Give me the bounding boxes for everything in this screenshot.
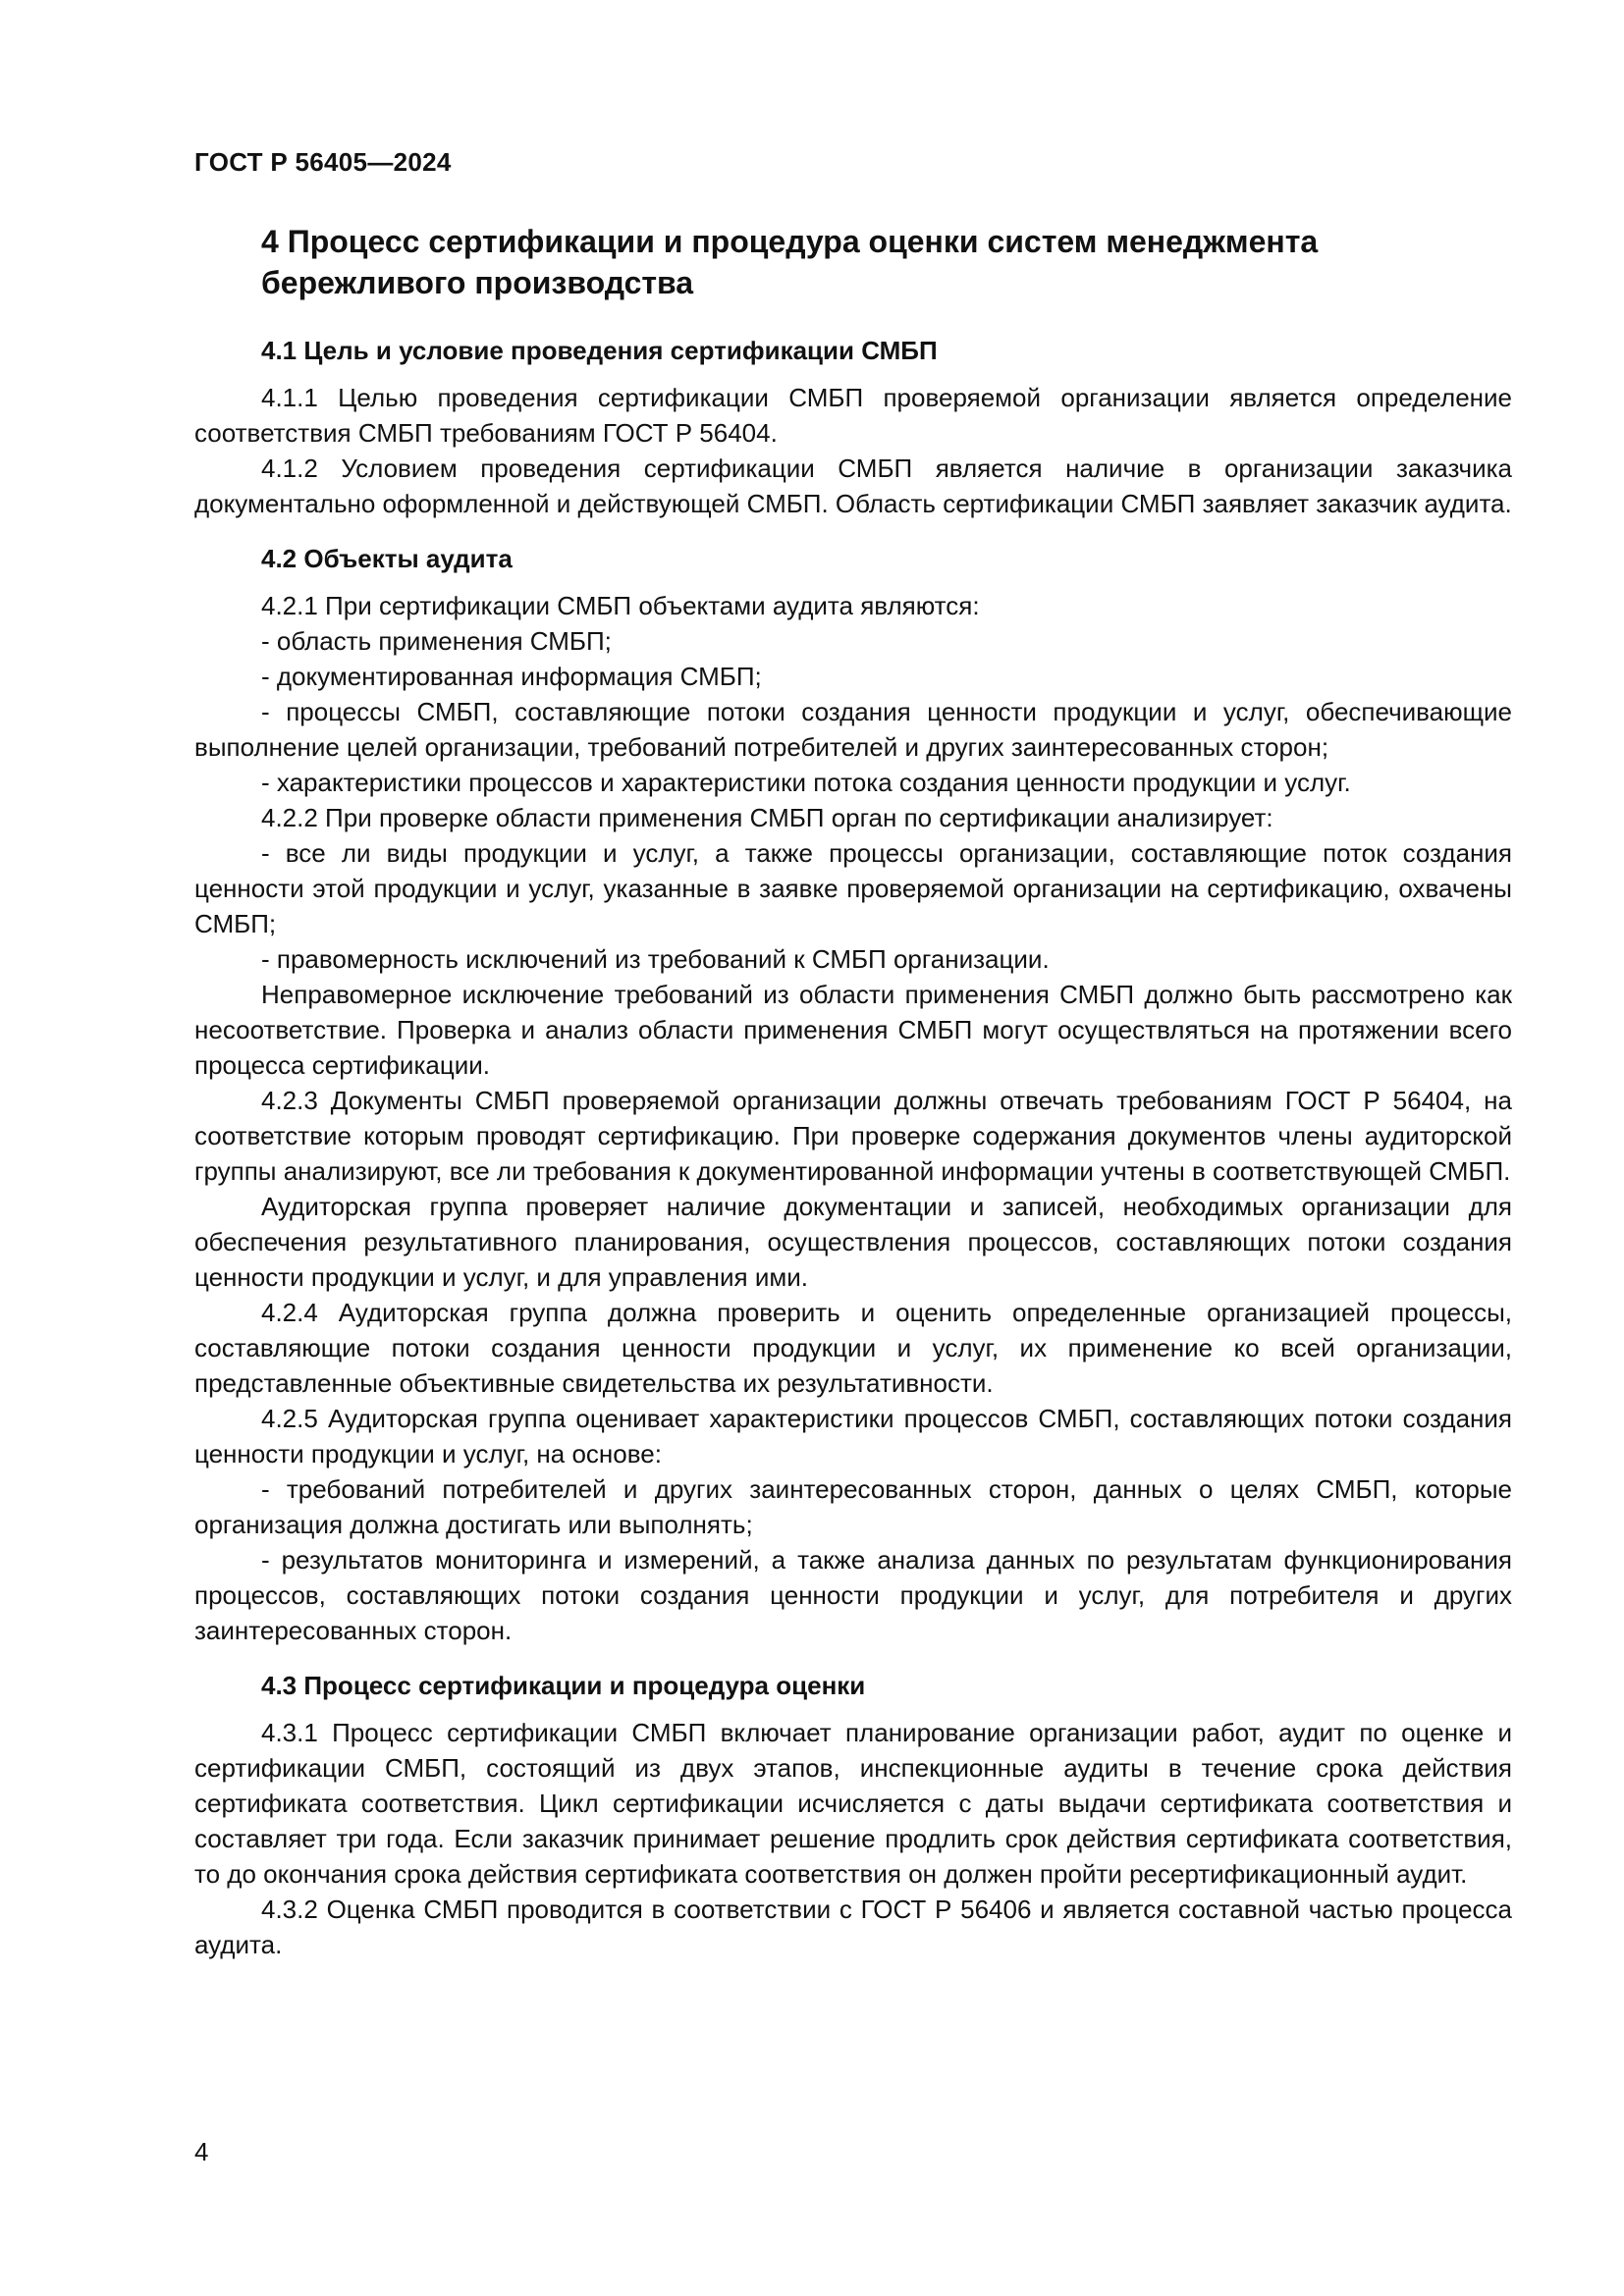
paragraph: Неправомерное исключение требований из области применения СМБП должно быть рассмотрено как несоответствие. Проверка и анализ области применения СМБП могут осуществляться на протяжении всего процесса сертификации. [194, 980, 1512, 1080]
paragraph-4-2-2: 4.2.2 При проверке области применения СМБП орган по сертификации анализирует: [261, 803, 1273, 832]
section-4-3 [194, 1668, 1512, 1962]
document-header: ГОСТ Р 56405—2024 [194, 147, 452, 177]
list-item: - документированная информация СМБП; [261, 662, 762, 691]
list-item: - все ли виды продукции и услуг, а также процессы организации, составляющие поток создания ценности этой продукции и услуг, указанные в заявке проверяемой организации на сертификацию, охвачены СМБП; [194, 838, 1512, 938]
section-4-2-heading: 4.2 Объекты аудита [261, 544, 513, 573]
paragraph-4-2-3: 4.2.3 Документы СМБП проверяемой организации должны отвечать требованиям ГОСТ Р 56404, на соответствие которым проводят сертификацию. При проверке содержания документов члены аудиторской группы анализируют, все ли требования к документированной информации учтены в соответствующей СМБП. [194, 1086, 1512, 1186]
paragraph: Аудиторская группа проверяет наличие документации и записей, необходимых организации для обеспечения результативного планирования, осуществления процессов, составляющих потоки создания ценности продукции и услуг, и для управления ими. [194, 1192, 1512, 1292]
list-item: - область применения СМБП; [261, 626, 612, 656]
section-4-2 [194, 541, 1512, 1648]
section-4-title-line-2: бережливого производства [261, 265, 694, 300]
section-4-1-heading: 4.1 Цель и условие проведения сертификации СМБП [261, 336, 938, 365]
section-4-3-heading: 4.3 Процесс сертификации и процедура оценки [261, 1671, 866, 1700]
paragraph-4-2-5: 4.2.5 Аудиторская группа оценивает характеристики процессов СМБП, составляющих потоки создания ценности продукции и услуг, на основе: [194, 1404, 1512, 1468]
paragraph-4-3-2: 4.3.2 Оценка СМБП проводится в соответствии с ГОСТ Р 56406 и является составной частью процесса аудита. [194, 1895, 1512, 1959]
paragraph-4-1-2: 4.1.2 Условием проведения сертификации СМБП является наличие в организации заказчика документально оформленной и действующей СМБП. Область сертификации СМБП заявляет заказчик аудита. [194, 454, 1512, 518]
list-item: - правомерность исключений из требований к СМБП организации. [261, 944, 1050, 974]
section-4-title [261, 221, 1512, 303]
list-item: - требований потребителей и других заинтересованных сторон, данных о целях СМБП, которые организация должна достигать или выполнять; [194, 1474, 1512, 1539]
section-4-title-line-1: 4 Процесс сертификации и процедура оценки систем менеджмента [261, 224, 1319, 259]
list-item: - характеристики процессов и характеристики потока создания ценности продукции и услуг. [261, 768, 1351, 797]
paragraph-4-2-4: 4.2.4 Аудиторская группа должна проверить и оценить определенные организацией процессы, составляющие потоки создания ценности продукции и услуг, их применение ко всей организации, представленные объективные свидетельства их результативности. [194, 1298, 1512, 1398]
page-content [194, 221, 1512, 1982]
list-item: - процессы СМБП, составляющие потоки создания ценности продукции и услуг, обеспечивающие выполнение целей организации, требований потребителей и других заинтересованных сторон; [194, 697, 1512, 762]
page-number: 4 [194, 2137, 209, 2166]
paragraph-4-2-1: 4.2.1 При сертификации СМБП объектами аудита являются: [261, 591, 980, 620]
section-4-1 [194, 333, 1512, 521]
paragraph-4-1-1: 4.1.1 Целью проведения сертификации СМБП проверяемой организации является определение соответствия СМБП требованиям ГОСТ Р 56404. [194, 383, 1512, 448]
list-item: - результатов мониторинга и измерений, а также анализа данных по результатам функционирования процессов, составляющих потоки создания ценности продукции и услуг, для потребителя и других заинтересованных сторон. [194, 1545, 1512, 1645]
paragraph-4-3-1: 4.3.1 Процесс сертификации СМБП включает планирование организации работ, аудит по оценке и сертификации СМБП, состоящий из двух этапов, инспекционные аудиты в течение срока действия сертификата соответствия. Цикл сертификации исчисляется с даты выдачи сертификата соответствия и составляет три года. Если заказчик принимает решение продлить срок действия сертификата соответствия, то до окончания срока действия сертификата соответствия он должен пройти ресертификационный аудит. [194, 1718, 1512, 1889]
